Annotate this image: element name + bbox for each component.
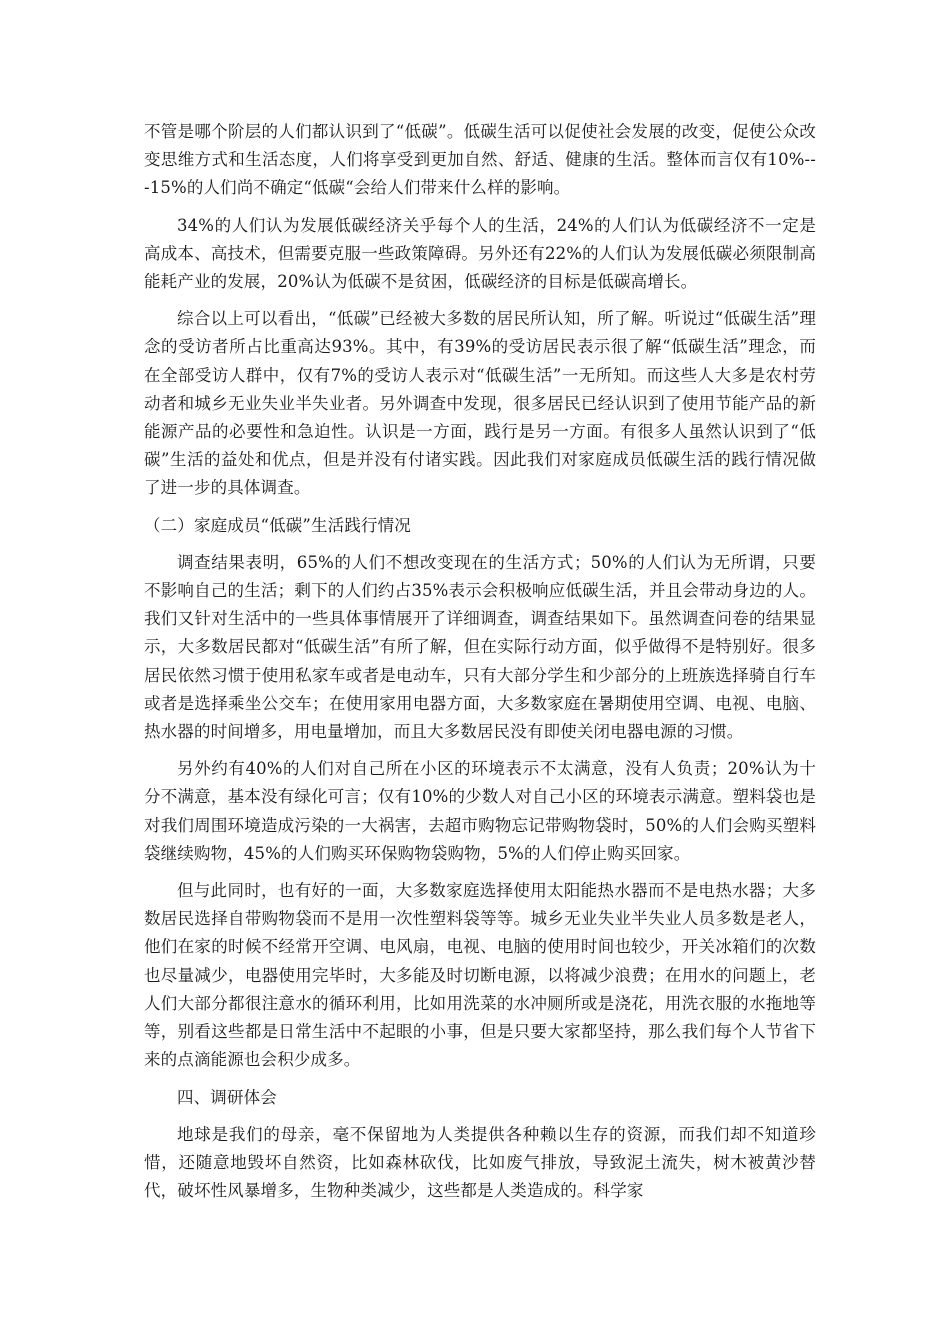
paragraph-positive-side: 但与此同时，也有好的一面，大多数家庭选择使用太阳能热水器而不是电热水器；大多数居民选择自带购物袋而不是用一次性塑料袋等等。城乡无业失业半失业人员多数是老人，他们在家的时候不经常开空调、电风扇，电视、电脑的使用时间也较少，开关冰箱们的次数也尽量减少，电器使用完毕时，大多能及时切断电源，以将减少浪费；在用水的问题上，老人们大部分都很注意水的循环利用，比如用洗菜的水冲厕所或是浇花，用洗衣服的水拖地等等，别看这些都是日常生活中不起眼的小事，但是只要大家都坚持，那么我们每个人节省下来的点滴能源也会积少成多。 <box>144 881 816 1070</box>
document-page <box>144 118 816 1214</box>
paragraph-low-carbon-economy-opinions: 34%的人们认为发展低碳经济关乎每个人的生活，24%的人们认为低碳经济不一定是高成本、高技术，但需要克服一些政策障碍。另外还有22%的人们认为发展低碳必须限制高能耗产业的发展，20%认为低碳不是贫困，低碳经济的目标是低碳高增长。 <box>144 215 816 292</box>
paragraph-environment-satisfaction: 另外约有40%的人们对自己所在小区的环境表示不太满意，没有人负责；20%认为十分不满意，基本没有绿化可言；仅有10%的少数人对自己小区的环境表示满意。塑料袋也是对我们周围环境造成污染的一大祸害，去超市购物忘记带购物袋时，50%的人们会购买塑料袋继续购物，45%的人们购买环保购物袋购物，5%的人们停止购买回家。 <box>144 759 816 863</box>
section-heading-household-practice: （二）家庭成员“低碳”生活践行情况 <box>144 515 411 535</box>
section-heading-research-reflection: 四、调研体会 <box>177 1087 277 1107</box>
paragraph-survey-results: 调查结果表明，65%的人们不想改变现在的生活方式；50%的人们认为无所谓，只要不影响自己的生活；剩下的人们约占35%表示会积极响应低碳生活，并且会带动身边的人。我们又针对生活中的一些具体事情展开了详细调查，调查结果如下。虽然调查问卷的结果显示，大多数居民都对“低碳生活”有所了解，但在实际行动方面，似乎做得不是特别好。很多居民依然习惯于使用私家车或者是电动车，只有大部分学生和少部分的上班族选择骑自行车或者是选择乘坐公交车；在使用家用电器方面，大多数家庭在暑期使用空调、电视、电脑、热水器的时间增多，用电量增加，而且大多数居民没有即使关闭电器电源的习惯。 <box>144 552 816 742</box>
paragraph-earth-mother: 地球是我们的母亲，毫不保留地为人类提供各种赖以生存的资源，而我们却不知道珍惜，还随意地毁坏自然资，比如森林砍伐，比如废气排放，导致泥土流失，树木被黄沙替代，破坏性风暴增多，生物种类减少，这些都是人类造成的。科学家 <box>144 1124 816 1201</box>
paragraph-low-carbon-awareness: 不管是哪个阶层的人们都认识到了“低碳”。低碳生活可以促使社会发展的改变，促使公众改变思维方式和生活态度，人们将享受到更加自然、舒适、健康的生活。整体而言仅有10%---15%的人们尚不确定“低碳“会给人们带来什么样的影响。 <box>144 122 816 198</box>
paragraph-summary-awareness: 综合以上可以看出，“低碳”已经被大多数的居民所认知，所了解。听说过“低碳生活”理念的受访者所占比重高达93%。其中，有39%的受访居民表示很了解“低碳生活”理念，而在全部受访人群中，仅有7%的受访人表示对“低碳生活”一无所知。而这些人大多是农村劳动者和城乡无业失业半失业者。另外调查中发现，很多居民已经认识到了使用节能产品的新能源产品的必要性和急迫性。认识是一方面，践行是另一方面。有很多人虽然认识到了“低碳”生活的益处和优点，但是并没有付诸实践。因此我们对家庭成员低碳生活的践行情况做了进一步的具体调查。 <box>144 309 816 498</box>
